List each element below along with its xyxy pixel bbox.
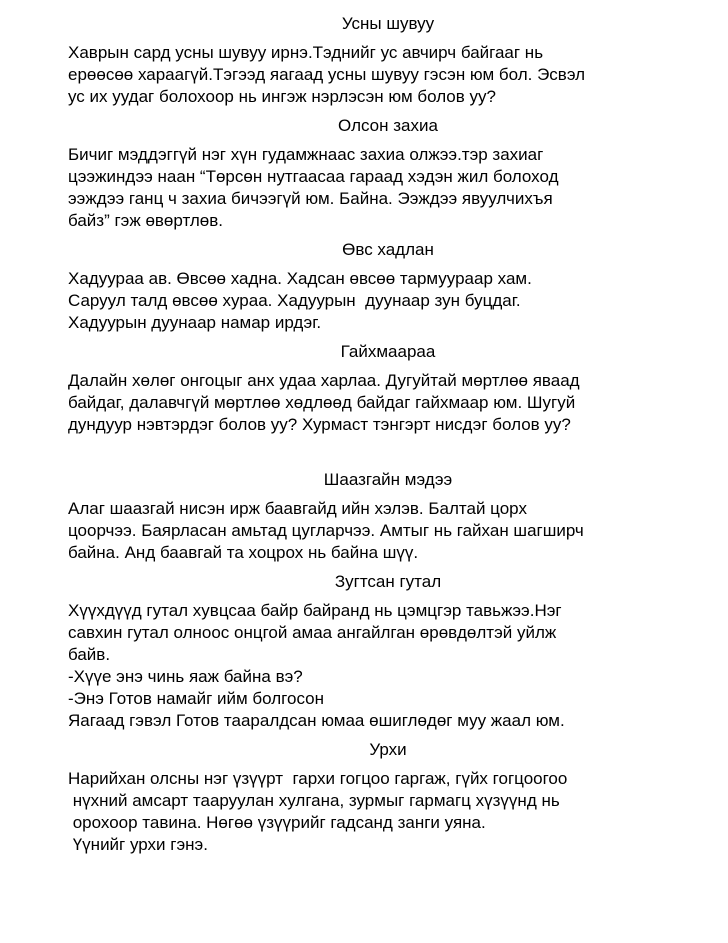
section-title-usny-shuvuu: Усны шувуу — [341, 14, 435, 33]
text-line: савхин гутал олноос онцгой амаа ангайлган өрөвдөлтэй уйлж — [68, 623, 557, 642]
text-line: Хаврын сард усны шувуу ирнэ.Тэднийг ус авчирч байгааг нь — [68, 43, 544, 62]
section-text-zugtsan-gutal — [68, 600, 668, 732]
section-text-olson-zahia — [68, 144, 668, 232]
section-title-gaihmaaraa: Гайхмаараа — [340, 342, 436, 361]
section-title-zugtsan-gutal: Зугтсан гутал — [334, 572, 442, 591]
text-line: Нарийхан олсны нэг үзүүрт гархи гогцоо гаргаж, гүйх гогцоогоо — [68, 769, 568, 788]
text-line: ерөөсөө хараагүй.Тэгээд яагаад усны шувуу гэсэн юм бол. Эсвэл — [68, 65, 586, 84]
blank-spacer — [68, 442, 668, 468]
text-line: байз” гэж өвөртлөв. — [68, 211, 224, 230]
section-title-urhi: Урхи — [369, 740, 407, 759]
text-line: Саруул талд өвсөө хураа. Хадуурын дуунаар зун буцдаг. — [68, 291, 521, 310]
text-line: Хадуураа ав. Өвсөө хадна. Хадсан өвсөө тармуураар хам. — [68, 269, 532, 288]
text-line: нүхний амсарт тааруулан хулгана, зурмыг гармагц хүзүүнд нь — [68, 791, 560, 810]
section-title-shaazgain-medee: Шаазгайн мэдээ — [323, 470, 453, 489]
text-line: байна. Анд баавгай та хоцрох нь байна шүү. — [68, 543, 419, 562]
text-line: байв. — [68, 645, 111, 664]
text-line: ээждээ ганц ч захиа бичээгүй юм. Байна. Ээждээ явуулчихъя — [68, 189, 553, 208]
text-line: орохоор тавина. Нөгөө үзүүрийг гадсанд занги уяна. — [68, 813, 486, 832]
text-line: Бичиг мэддэггүй нэг хүн гудамжнаас захиа олжээ.тэр захиаг — [68, 145, 544, 164]
text-line: дундуур нэвтэрдэг болов уу? Хурмаст тэнгэрт нисдэг болов уу? — [68, 415, 571, 434]
section-title-uvs-hadlan: Өвс хадлан — [342, 240, 434, 259]
section-title-olson-zahia: Олсон захиа — [338, 116, 438, 135]
document-page — [68, 12, 668, 862]
text-line: Алаг шаазгай нисэн ирж баавгайд ийн хэлэв. Балтай цорх — [68, 499, 527, 518]
text-line: -Энэ Готов намайг ийм болгосон — [68, 689, 324, 708]
text-line: Үүнийг урхи гэнэ. — [68, 835, 208, 854]
text-line: Хүүхдүүд гутал хувцсаа байр байранд нь цэмцгэр тавьжээ.Нэг — [68, 601, 562, 620]
section-text-urhi — [68, 768, 668, 856]
text-line: Хадуурын дуунаар намар ирдэг. — [68, 313, 322, 332]
text-line: Яагаад гэвэл Готов тааралдсан юмаа өшиглөдөг муу жаал юм. — [68, 711, 565, 730]
text-line: цээжиндээ наан “Төрсөн нутгаасаа гараад хэдэн жил болоход — [68, 167, 559, 186]
section-text-gaihmaaraa — [68, 370, 668, 436]
text-line: -Хүүе энэ чинь яаж байна вэ? — [68, 667, 303, 686]
text-line: ус их уудаг болохоор нь ингэж нэрлэсэн юм болов уу? — [68, 87, 496, 106]
section-text-usny-shuvuu — [68, 42, 668, 108]
text-line: цоорчээ. Баярласан амьтад цугларчээ. Амтыг нь гайхан шагширч — [68, 521, 584, 540]
text-line: байдаг, далавчгүй мөртлөө хөдлөөд байдаг гайхмаар юм. Шугуй — [68, 393, 576, 412]
section-text-shaazgain-medee — [68, 498, 668, 564]
section-text-uvs-hadlan — [68, 268, 668, 334]
text-line: Далайн хөлөг онгоцыг анх удаа харлаа. Дугуйтай мөртлөө яваад — [68, 371, 580, 390]
